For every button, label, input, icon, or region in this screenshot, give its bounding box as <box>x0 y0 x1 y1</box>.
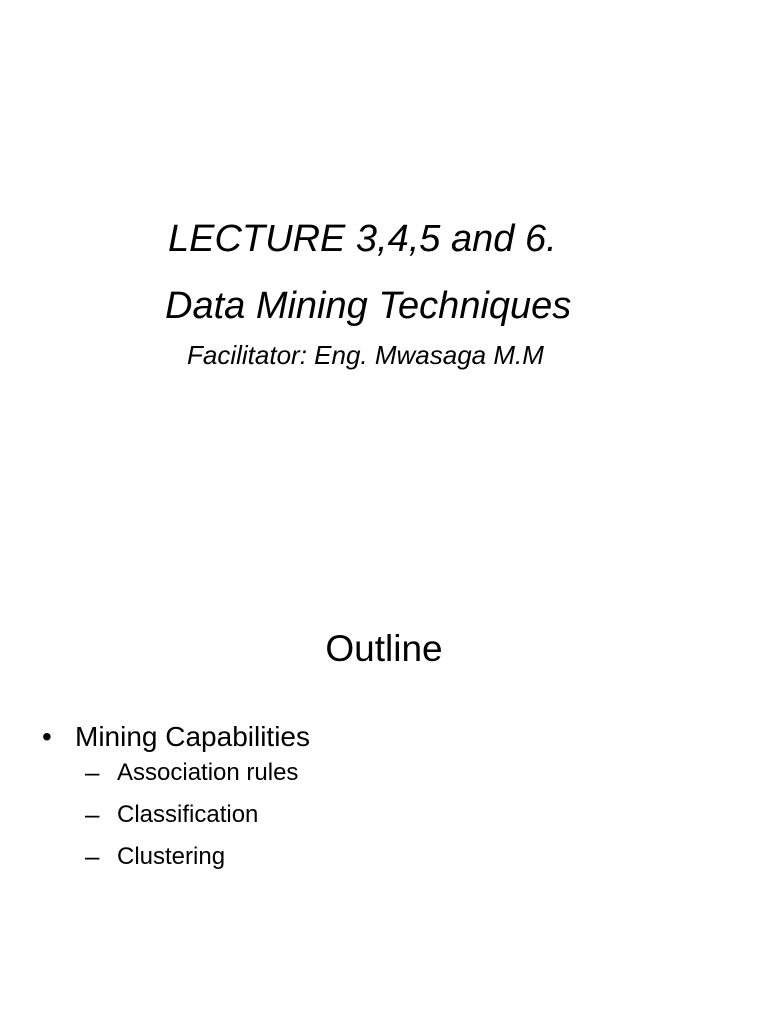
facilitator-line: Facilitator: Eng. Mwasaga M.M <box>187 340 544 370</box>
list-item <box>85 756 310 787</box>
outline-list <box>40 720 310 887</box>
list-item <box>40 720 310 871</box>
sub-item-label: Clustering <box>117 843 226 871</box>
list-item <box>85 841 310 872</box>
outline-heading: Outline <box>325 628 443 669</box>
bullet-label: Mining Capabilities <box>75 721 311 752</box>
dash-icon: – <box>85 756 100 787</box>
list-item <box>85 798 310 829</box>
sub-item-label: Classification <box>117 800 259 828</box>
outline-slide <box>0 512 768 1024</box>
dash-icon: – <box>85 841 100 872</box>
dash-icon: – <box>85 798 100 829</box>
sub-list <box>85 756 310 872</box>
lecture-subtitle: Data Mining Techniques <box>165 285 572 327</box>
lecture-title: LECTURE 3,4,5 and 6. <box>168 218 557 260</box>
sub-item-label: Association rules <box>117 758 299 786</box>
bullet-icon: • <box>42 721 52 752</box>
